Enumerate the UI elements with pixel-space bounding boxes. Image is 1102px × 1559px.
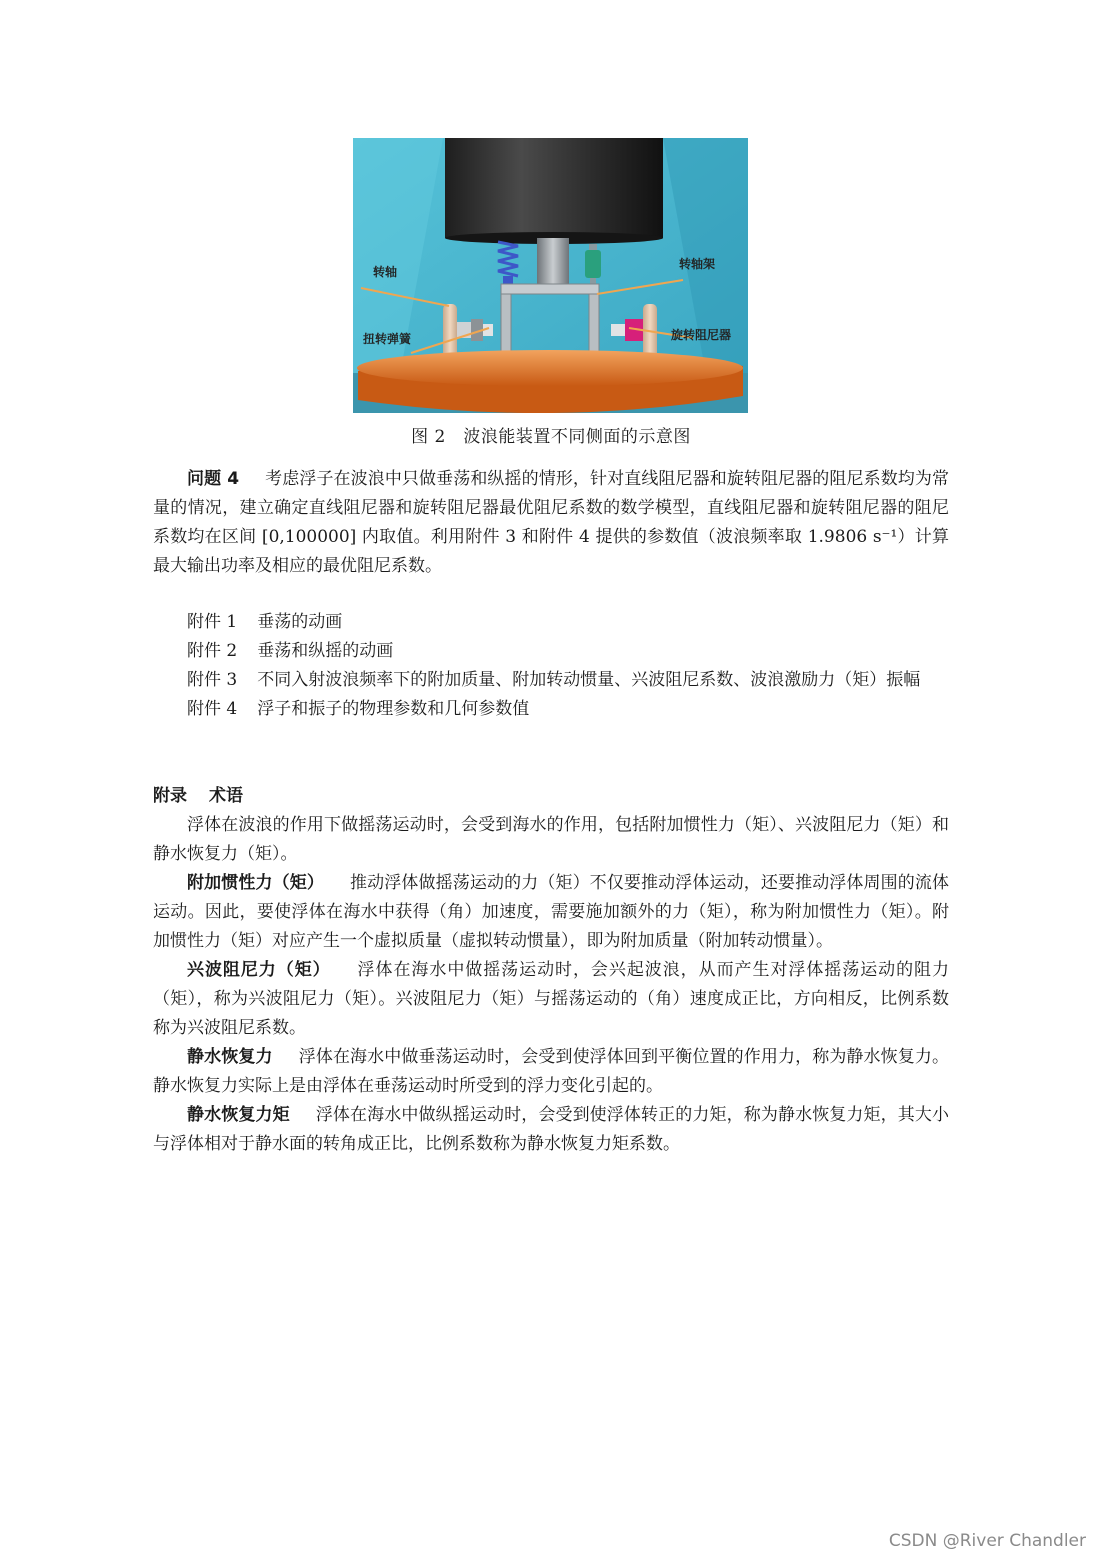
attachment-label: 附件 1 xyxy=(187,612,238,632)
attachment-label: 附件 3 xyxy=(187,670,238,690)
attachment-item xyxy=(153,695,949,724)
appendix-heading xyxy=(153,782,949,811)
problem-4-section xyxy=(153,465,949,581)
appendix-heading-b: 术语 xyxy=(209,786,243,806)
attachment-item xyxy=(153,666,949,695)
term-paragraph xyxy=(153,1043,949,1101)
figure-caption: 图 2 波浪能装置不同侧面的示意图 xyxy=(411,427,691,447)
label-rotary-damper: 旋转阻尼器 xyxy=(671,328,732,342)
attachment-text: 垂荡和纵摇的动画 xyxy=(257,641,394,661)
appendix-section xyxy=(153,782,949,1159)
term-title: 静水恢复力 xyxy=(187,1047,273,1067)
term-paragraph xyxy=(153,869,949,956)
problem-4-text: 考虑浮子在波浪中只做垂荡和纵摇的情形，针对直线阻尼器和旋转阻尼器的阻尼系数均为常量的情况，建立确定直线阻尼器和旋转阻尼器最优阻尼系数的数学模型，直线阻尼器和旋转阻尼器的阻尼系数均在区间 [0,100000] 内取值。利用附件 3 和附件 4 提供的参数值（波浪频率取 1.9806 s⁻¹）计算最大输出功率及相应的最优阻尼系数。 xyxy=(153,469,949,576)
term-title: 附加惯性力（矩） xyxy=(187,873,324,893)
attachment-text: 垂荡的动画 xyxy=(257,612,343,632)
attachment-label: 附件 2 xyxy=(187,641,238,661)
label-rotating-shaft: 转轴 xyxy=(373,265,398,279)
appendix-heading-a: 附录 xyxy=(153,786,187,806)
problem-4-paragraph xyxy=(153,465,949,581)
attachment-item xyxy=(153,608,949,637)
attachments-list xyxy=(153,608,949,724)
term-paragraph xyxy=(153,1101,949,1159)
attachment-item xyxy=(153,637,949,666)
csdn-watermark: CSDN @River Chandler xyxy=(888,1531,1086,1551)
term-definition: 浮体在海水中做摇荡运动时，会兴起波浪，从而产生对浮体摇荡运动的阻力（矩），称为兴波阻尼力（矩）。兴波阻尼力（矩）与摇荡运动的（角）速度成正比，方向相反，比例系数称为兴波阻尼系数。 xyxy=(153,960,949,1038)
device-side-view-figure xyxy=(353,138,748,413)
term-title: 静水恢复力矩 xyxy=(187,1105,290,1125)
term-definition: 浮体在海水中做纵摇运动时，会受到使浮体转正的力矩，称为静水恢复力矩，其大小与浮体相对于静水面的转角成正比，比例系数称为静水恢复力矩系数。 xyxy=(153,1105,950,1154)
label-shaft-frame: 转轴架 xyxy=(679,257,716,271)
term-definition: 推动浮体做摇荡运动的力（矩）不仅要推动浮体运动，还要推动浮体周围的流体运动。因此，要使浮体在海水中获得（角）加速度，需要施加额外的力（矩），称为附加惯性力（矩）。附加惯性力（矩）对应产生一个虚拟质量（虚拟转动惯量），即为附加质量（附加转动惯量）。 xyxy=(153,873,950,951)
term-paragraph xyxy=(153,956,949,1043)
attachment-label: 附件 4 xyxy=(187,699,238,719)
attachment-text: 浮子和振子的物理参数和几何参数值 xyxy=(257,699,530,719)
device-illustration xyxy=(353,138,748,413)
appendix-intro: 浮体在波浪的作用下做摇荡运动时，会受到海水的作用，包括附加惯性力（矩）、兴波阻尼力（矩）和静水恢复力（矩）。 xyxy=(153,815,949,864)
problem-4-label: 问题 4 xyxy=(187,469,240,489)
label-torsion-spring: 扭转弹簧 xyxy=(363,332,412,346)
attachment-text: 不同入射波浪频率下的附加质量、附加转动惯量、兴波阻尼系数、波浪激励力（矩）振幅 xyxy=(257,670,921,690)
term-title: 兴波阻尼力（矩） xyxy=(187,960,331,980)
term-definition: 浮体在海水中做垂荡运动时，会受到使浮体回到平衡位置的作用力，称为静水恢复力。静水恢复力实际上是由浮体在垂荡运动时所受到的浮力变化引起的。 xyxy=(153,1047,950,1096)
